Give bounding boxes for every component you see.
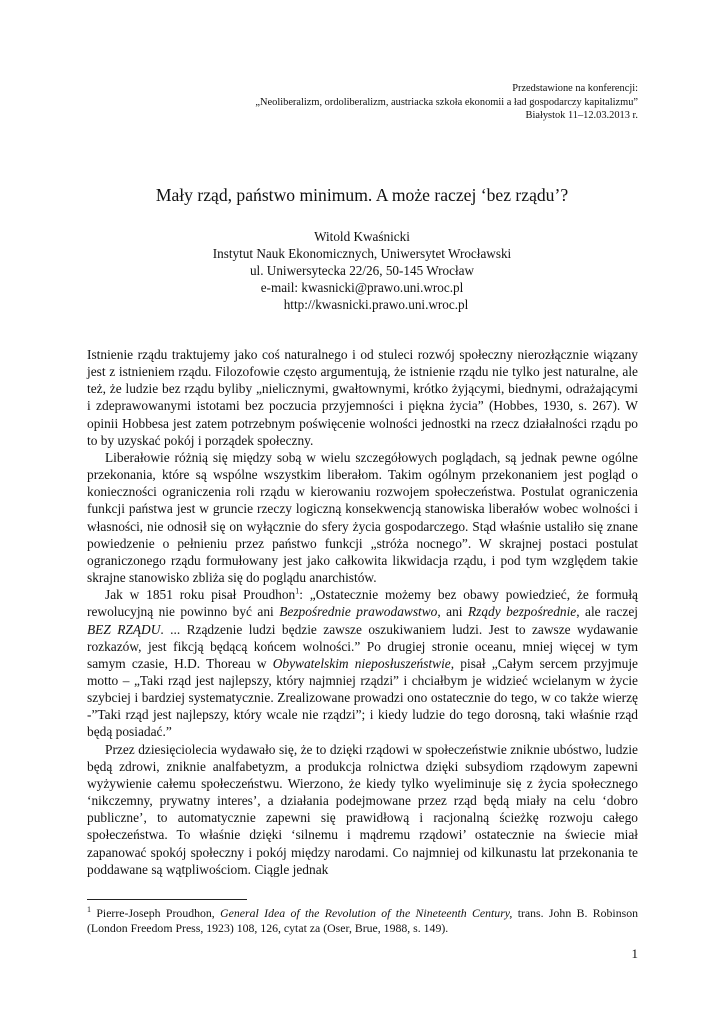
paragraph-4: Przez dziesięciolecia wydawało się, że to dzięki rządowi w społeczeństwie zniknie ubóstwo, ludzie będą zdrowi, zniknie analfabetyzm, a produkcja rolnictwa dzięki subsydiom rządowym zapewni wyżywienie całemu społeczeństwu. Wierzono, że kiedy tylko wyeliminuje się z życia społecznego ‘nikczemny, prywatny interes’, a działania podejmowane przez rząd będą miały na celu ‘dobro publiczne’, to automatycznie zapewni się prawidłową i racjonalną ścieżkę rozwoju całego społeczeństwa. To właśnie dzięki ‘silnemu i mądremu rządowi’ ostatecznie na świecie miał zapanować spokój społeczny i pokój między narodami. Co najmniej od kilkunastu lat przekonania te poddawane są wątpliwościom. Ciągle jednak <box>87 741 638 877</box>
conference-note-line: Przedstawione na konferencji: <box>512 83 638 94</box>
text-span: Pierre-Joseph Proudhon, <box>91 906 221 920</box>
paper-title: Mały rząd, państwo minimum. A może raczej ‘bez rządu’? <box>155 185 569 205</box>
italic-phrase: BEZ RZĄDU <box>87 621 161 637</box>
paragraph-3 <box>87 586 638 740</box>
conference-note-line: „Neoliberalizm, ordoliberalizm, austriacka szkoła ekonomii a ład gospodarczy kapitalizmu” <box>255 96 638 108</box>
body-text <box>87 346 638 878</box>
author-email[interactable]: e-mail: kwasnicki@prawo.uni.wroc.pl <box>260 280 464 296</box>
author-url[interactable]: http://kwasnicki.prawo.uni.wroc.pl <box>283 297 469 313</box>
italic-phrase: Obywatelskim nieposłuszeństwie <box>272 655 451 671</box>
footnote <box>87 906 638 936</box>
paragraph-2: Liberałowie różnią się między sobą w wielu szczegółowych poglądach, są jednak pewne ogólne przekonania, które są wspólne wszystkim liberałom. Takim ogólnym przekonaniem jest pogląd o konieczności ograniczenia roli rządu w kierowaniu rozwojem społeczeństwa. Postulat ograniczenia funkcji państwa jest w gruncie rzeczy logiczną konsekwencją stanowiska liberałów wobec wolności i własności, nie odnosił się on wyłącznie do sfery życia gospodarczego. Stąd właśnie ustaliło się znane powiedzenie o pełnieniu przez państwo funkcji „stróża nocnego”. W skrajnej postaci postulat ograniczonego rządu formułowany jest jako całkowita likwidacja rządu, i pod tym względem takie skrajne stanowisko zbliża się do poglądu anarchistów. <box>87 449 638 586</box>
conference-note <box>98 82 638 123</box>
text-span: . ... Rządzenie ludzi będzie zawsze oszukiwaniem ludzi. Jest to zawsze wydawanie rozkazów, jest fikcją będącą końcem wolności.” Po drugiej stronie oceanu, mniej więcej w tym samym czasie, H.D. Thoreau w <box>87 621 638 671</box>
text-span: Jak w 1851 roku pisał Proudhon <box>105 587 296 603</box>
text-span: trans. John B. Robinson (London Freedom Press, 1923) 108, 126, cytat za (Oser, Brue, 1988, s. 149). <box>87 906 638 935</box>
text-span: , ani <box>437 604 468 620</box>
paragraph-1: Istnienie rządu traktujemy jako coś naturalnego i od stuleci rozwój społeczny nierozłącznie wiązany jest z istnieniem rządu. Filozofowie często argumentują, że istnienie rządu nie tylko jest naturalne, ale też, że ludzie bez rządu byliby „nielicznymi, gwałtownymi, krótko żyjącymi, biednymi, odrażającymi i zdeprawowanymi istotami bez poczucia przyjemności i piękna życia” (Hobbes, 1930, s. 267). W opinii Hobbesa jest zatem potrzebnym poświęcenie wolności jednostki na rzecz działalności rządu po to by uzyskać pokój i porządek społeczny. <box>87 347 638 448</box>
footnote-ref[interactable]: 1 <box>295 586 300 596</box>
text-span: , ale raczej <box>576 604 638 620</box>
footnote-marker: 1 <box>87 905 91 915</box>
footnote-text <box>87 906 638 936</box>
text-span: , pisał „Całym sercem przyjmuje motto – „Taki rząd jest najlepszy, który najmniej rządzi” i chciałbym je widzieć wcielanym w życie szybciej i bardziej systematycznie. Zrealizowane prowadzi ono ostatecznie do tego, w co także wierzę -”Taki rząd jest najlepszy, który wcale nie rządzi”; i kiedy ludzie do tego dorosną, taki właśnie rząd będą posiadać.” <box>87 655 638 740</box>
footnote-divider <box>87 899 247 900</box>
italic-phrase: Bezpośrednie prawodawstwo <box>279 604 438 620</box>
author-address: ul. Uniwersytecka 22/26, 50-145 Wrocław <box>249 263 475 279</box>
page-number: 1 <box>631 946 638 961</box>
author-institute: Instytut Nauk Ekonomicznych, Uniwersytet Wrocławski <box>212 246 512 262</box>
conference-note-line: Białystok 11–12.03.2013 r. <box>525 110 638 122</box>
footnote-book-title: General Idea of the Revolution of the Nineteenth Century, <box>220 906 513 920</box>
italic-phrase: Rządy bezpośrednie <box>467 604 577 620</box>
author-name: Witold Kwaśnicki <box>314 229 410 244</box>
text-span: : „Ostatecznie możemy bez obawy powiedzieć, że formułą rewolucyjną nie powinno być ani <box>87 587 638 620</box>
author-block <box>0 228 724 313</box>
